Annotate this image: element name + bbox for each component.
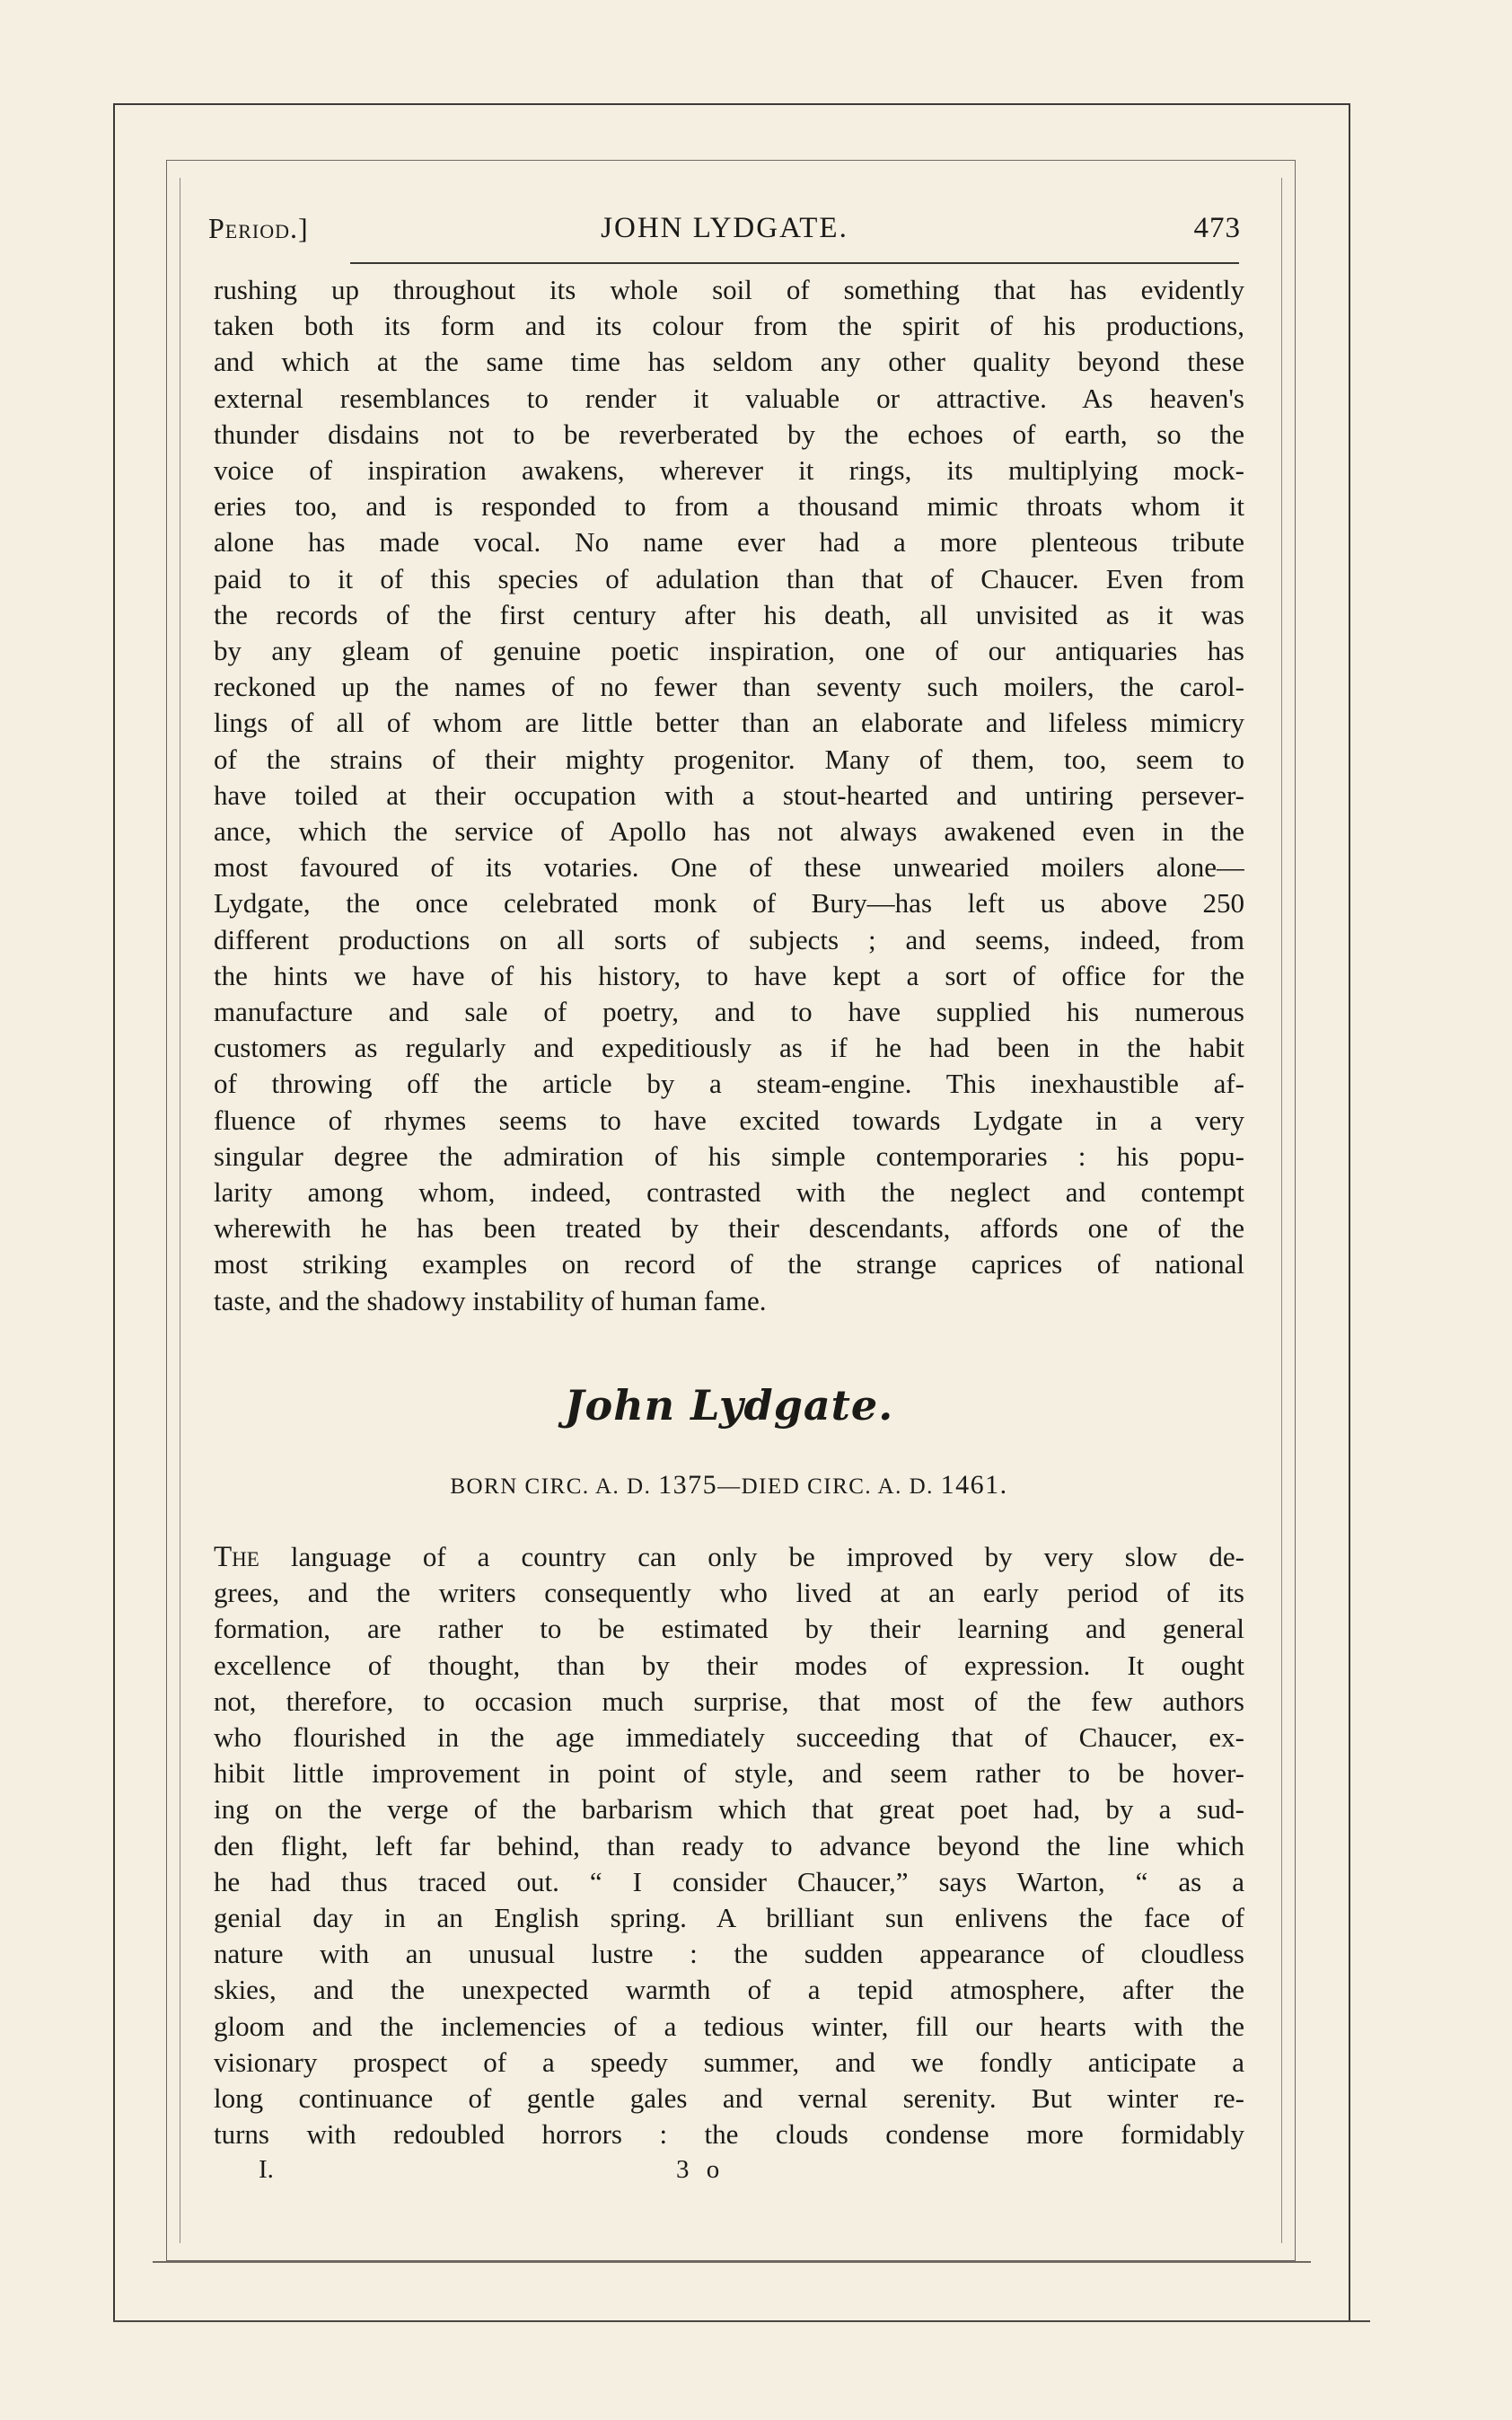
text-line: singular degree the admiration of his simple contemporaries : his popu-: [214, 1140, 1244, 1172]
text-line: skies, and the unexpected warmth of a tepid atmosphere, after the: [214, 1974, 1244, 2006]
text-line: grees, and the writers consequently who lived at an early period of its: [214, 1577, 1244, 1609]
text-line: long continuance of gentle gales and vernal serenity. But winter re-: [214, 2082, 1244, 2115]
died-label: —DIED CIRC. A. D.: [717, 1474, 934, 1499]
text-line: taken both its form and its colour from the spirit of his productions,: [214, 310, 1244, 342]
text-line: genial day in an English spring. A brilliant sun enlivens the face of: [214, 1902, 1244, 1934]
text-line: excellence of thought, than by their modes of expression. It ought: [214, 1649, 1244, 1681]
text-line: fluence of rhymes seems to have excited towards Lydgate in a very: [214, 1104, 1244, 1136]
text-line: of the strains of their mighty progenitor. Many of them, too, seem to: [214, 743, 1244, 775]
text-line: thunder disdains not to be reverberated by the echoes of earth, so the: [214, 418, 1244, 450]
text-line: hibit little improvement in point of style, and seem rather to be hover-: [214, 1757, 1244, 1790]
section-text-chaucer-imitators: [214, 272, 1244, 1319]
text-line: most favoured of its votaries. One of these unwearied moilers alone—: [214, 851, 1244, 884]
text-line: larity among whom, indeed, contrasted with the neglect and contempt: [214, 1176, 1244, 1209]
died-year: 1461.: [940, 1470, 1008, 1500]
text-line: ing on the verge of the barbarism which that great poet had, by a sud-: [214, 1793, 1244, 1826]
text-line: of throwing off the article by a steam-engine. This inexhaustible af-: [214, 1068, 1244, 1100]
birth-death-dates: [214, 1470, 1244, 1500]
text-line: by any gleam of genuine poetic inspiration, one of our antiquaries has: [214, 635, 1244, 667]
born-label: BORN CIRC. A. D.: [450, 1474, 652, 1499]
running-head-period: Period.]: [208, 212, 309, 244]
born-year: 1375: [658, 1470, 718, 1500]
inner-bottom-rule: [153, 2261, 1311, 2263]
text-line: taste, and the shadowy instability of human fame.: [214, 1284, 767, 1316]
text-line: and which at the same time has seldom any other quality beyond these: [214, 346, 1244, 378]
running-head-title: JOHN LYDGATE.: [601, 212, 848, 244]
text-line: lings of all of whom are little better than an elaborate and lifeless mimicry: [214, 707, 1244, 739]
text-line: paid to it of this species of adulation than that of Chaucer. Even from: [214, 562, 1244, 594]
first-word: The: [214, 1541, 259, 1573]
text-line: Lydgate, the once celebrated monk of Bury—has left us above 250: [214, 887, 1244, 920]
text-line: eries too, and is responded to from a thousand mimic throats whom it: [214, 490, 1244, 523]
text-line: reckoned up the names of no fewer than seventy such moilers, the carol-: [214, 671, 1244, 703]
text-line: ance, which the service of Apollo has not always awakened even in the: [214, 815, 1244, 848]
bottom-rule: [113, 2320, 1370, 2322]
running-head-rule: [350, 262, 1239, 264]
text-line: voice of inspiration awakens, wherever it rings, its multiplying mock-: [214, 454, 1244, 487]
text-line: different productions on all sorts of subjects ; and seems, indeed, from: [214, 923, 1244, 955]
text-line: wherewith he has been treated by their descendants, affords one of the: [214, 1212, 1244, 1245]
section-text-lydgate: [214, 1539, 1244, 2152]
text-line: he had thus traced out. “ I consider Chaucer,” says Warton, “ as a: [214, 1865, 1244, 1897]
first-line-rest: language of a country can only be improved by very slow de-: [259, 1541, 1244, 1572]
text-line: the records of the first century after his death, all unvisited as it was: [214, 598, 1244, 630]
section-heading: John Lydgate.: [564, 1381, 894, 1430]
text-line: who flourished in the age immediately succeeding that of Chaucer, ex-: [214, 1721, 1244, 1754]
text-line: have toiled at their occupation with a stout-hearted and untiring persever-: [214, 779, 1244, 811]
text-line: manufacture and sale of poetry, and to have supplied his numerous: [214, 996, 1244, 1028]
text-line: formation, are rather to be estimated by their learning and general: [214, 1613, 1244, 1645]
text-line: customers as regularly and expeditiously as if he had been in the habit: [214, 1032, 1244, 1064]
text-line: visionary prospect of a speedy summer, and we fondly anticipate a: [214, 2046, 1244, 2078]
text-line: not, therefore, to occasion much surprise, that most of the few authors: [214, 1685, 1244, 1717]
text-line: most striking examples on record of the strange caprices of national: [214, 1248, 1244, 1280]
text-line: den flight, left far behind, than ready to advance beyond the line which: [214, 1829, 1244, 1861]
text-line: the hints we have of his history, to have kept a sort of office for the: [214, 959, 1244, 991]
page-number: 473: [1193, 212, 1241, 244]
volume-number: I.: [259, 2155, 274, 2184]
text-line: rushing up throughout its whole soil of something that has evidently: [214, 274, 1244, 305]
running-head: [208, 212, 1241, 253]
text-line: external resemblances to render it valuable or attractive. As heaven's: [214, 382, 1244, 414]
text-line: gloom and the inclemencies of a tedious winter, fill our hearts with the: [214, 2010, 1244, 2042]
text-line: [214, 1539, 1244, 1575]
text-line: alone has made vocal. No name ever had a more plenteous tribute: [214, 526, 1244, 559]
signature-mark: 3 o: [676, 2155, 725, 2184]
text-line: turns with redoubled horrors : the clouds condense more formidably: [214, 2118, 1244, 2151]
page-footer: [214, 2155, 1244, 2195]
text-line: nature with an unusual lustre : the sudden appearance of cloudless: [214, 1938, 1244, 1970]
